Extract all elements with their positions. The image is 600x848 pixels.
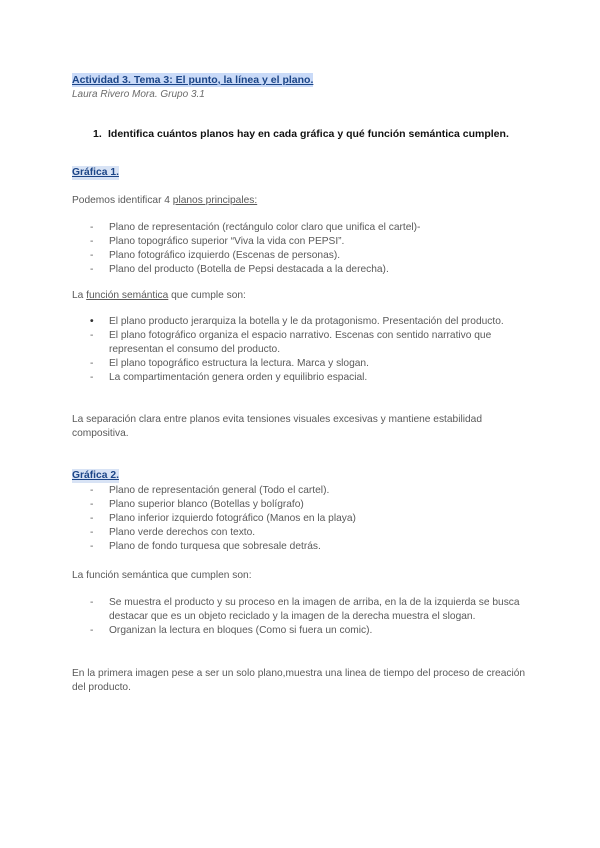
bullet-marker: •	[90, 316, 94, 327]
list-item	[90, 624, 530, 638]
list-item-text: Plano de representación general (Todo el cartel).	[109, 485, 330, 496]
dash-marker: -	[90, 541, 94, 552]
list-item	[90, 329, 530, 357]
grafica-1-planos-list	[90, 221, 530, 277]
document-title: Actividad 3. Tema 3: El punto, la línea y el plano.	[72, 74, 314, 86]
grafica-1-funciones-list	[90, 315, 530, 385]
grafica-1-conclusion: La separación clara entre planos evita tensiones visuales excesivas y mantiene estabilidad compositiva.	[72, 414, 483, 439]
list-item	[90, 315, 530, 329]
list-item	[90, 221, 530, 235]
grafica-1-heading: Gráfica 1.	[72, 167, 119, 178]
list-item	[90, 484, 530, 498]
list-item-text: Plano superior blanco (Botellas y bolígrafo)	[109, 499, 304, 510]
list-item-text: Plano de fondo turquesa que sobresale detrás.	[109, 541, 321, 552]
dash-marker: -	[90, 527, 94, 538]
list-item	[90, 526, 530, 540]
list-item-text: Plano topográfico superior “Viva la vida con PEPSI”.	[109, 236, 345, 247]
list-item	[90, 512, 530, 526]
dash-marker: -	[90, 597, 94, 608]
funcion-suffix: que cumple son:	[168, 290, 246, 301]
list-item-text: El plano topográfico estructura la lectura. Marca y slogan.	[109, 358, 369, 369]
list-item-text: Plano verde derechos con texto.	[109, 527, 256, 538]
grafica-2-planos-list	[90, 484, 530, 554]
list-item-text: Plano del producto (Botella de Pepsi destacada a la derecha).	[109, 264, 389, 275]
question-1	[93, 127, 533, 141]
list-item	[90, 235, 530, 249]
grafica-2-funciones-list	[90, 596, 530, 638]
dash-marker: -	[90, 236, 94, 247]
list-item	[90, 263, 530, 277]
list-item	[90, 596, 530, 624]
grafica-1-intro	[72, 194, 532, 208]
intro-prefix: Podemos identificar 4	[72, 195, 173, 206]
list-item	[90, 357, 530, 371]
dash-marker: -	[90, 372, 94, 383]
dash-marker: -	[90, 513, 94, 524]
list-item	[90, 498, 530, 512]
list-item-text: Plano inferior izquierdo fotográfico (Manos en la playa)	[109, 513, 356, 524]
dash-marker: -	[90, 358, 94, 369]
question-text: Identifica cuántos planos hay en cada gráfica y qué función semántica cumplen.	[108, 128, 509, 140]
list-item-text: La compartimentación genera orden y equilibrio espacial.	[109, 372, 368, 383]
grafica-2-conclusion: En la primera imagen pese a ser un solo plano,muestra una linea de tiempo del proceso de creación del producto.	[72, 668, 526, 693]
grafica-2-funcion-intro: La función semántica que cumplen son:	[72, 570, 252, 581]
dash-marker: -	[90, 625, 94, 636]
list-item	[90, 249, 530, 263]
dash-marker: -	[90, 250, 94, 261]
grafica-2-heading: Gráfica 2.	[72, 470, 119, 481]
dash-marker: -	[90, 264, 94, 275]
list-item-text: El plano producto jerarquiza la botella y le da protagonismo. Presentación del producto.	[109, 316, 504, 327]
list-item-text: Plano de representación (rectángulo color claro que unifica el cartel)-	[109, 222, 421, 233]
grafica-1-funcion-intro	[72, 289, 532, 303]
dash-marker: -	[90, 485, 94, 496]
dash-marker: -	[90, 222, 94, 233]
question-number: 1.	[93, 128, 102, 140]
dash-marker: -	[90, 499, 94, 510]
list-item-text: El plano fotográfico organiza el espacio narrativo. Escenas con sentido narrativo que representan el consumo del producto.	[109, 330, 492, 355]
funcion-prefix: La	[72, 290, 87, 301]
list-item-text: Plano fotográfico izquierdo (Escenas de personas).	[109, 250, 341, 261]
list-item-text: Organizan la lectura en bloques (Como si fuera un comic).	[109, 625, 373, 636]
list-item	[90, 371, 530, 385]
planos-principales-link: planos principales:	[172, 195, 258, 206]
dash-marker: -	[90, 330, 94, 341]
list-item-text: Se muestra el producto y su proceso en la imagen de arriba, en la de la izquierda se busca destacar que es un objeto reciclado y la imagen de la derecha muestra el slogan.	[109, 597, 520, 622]
funcion-semantica-link: función semántica	[86, 290, 169, 301]
author-line: Laura Rivero Mora. Grupo 3.1	[72, 89, 205, 100]
list-item	[90, 540, 530, 554]
